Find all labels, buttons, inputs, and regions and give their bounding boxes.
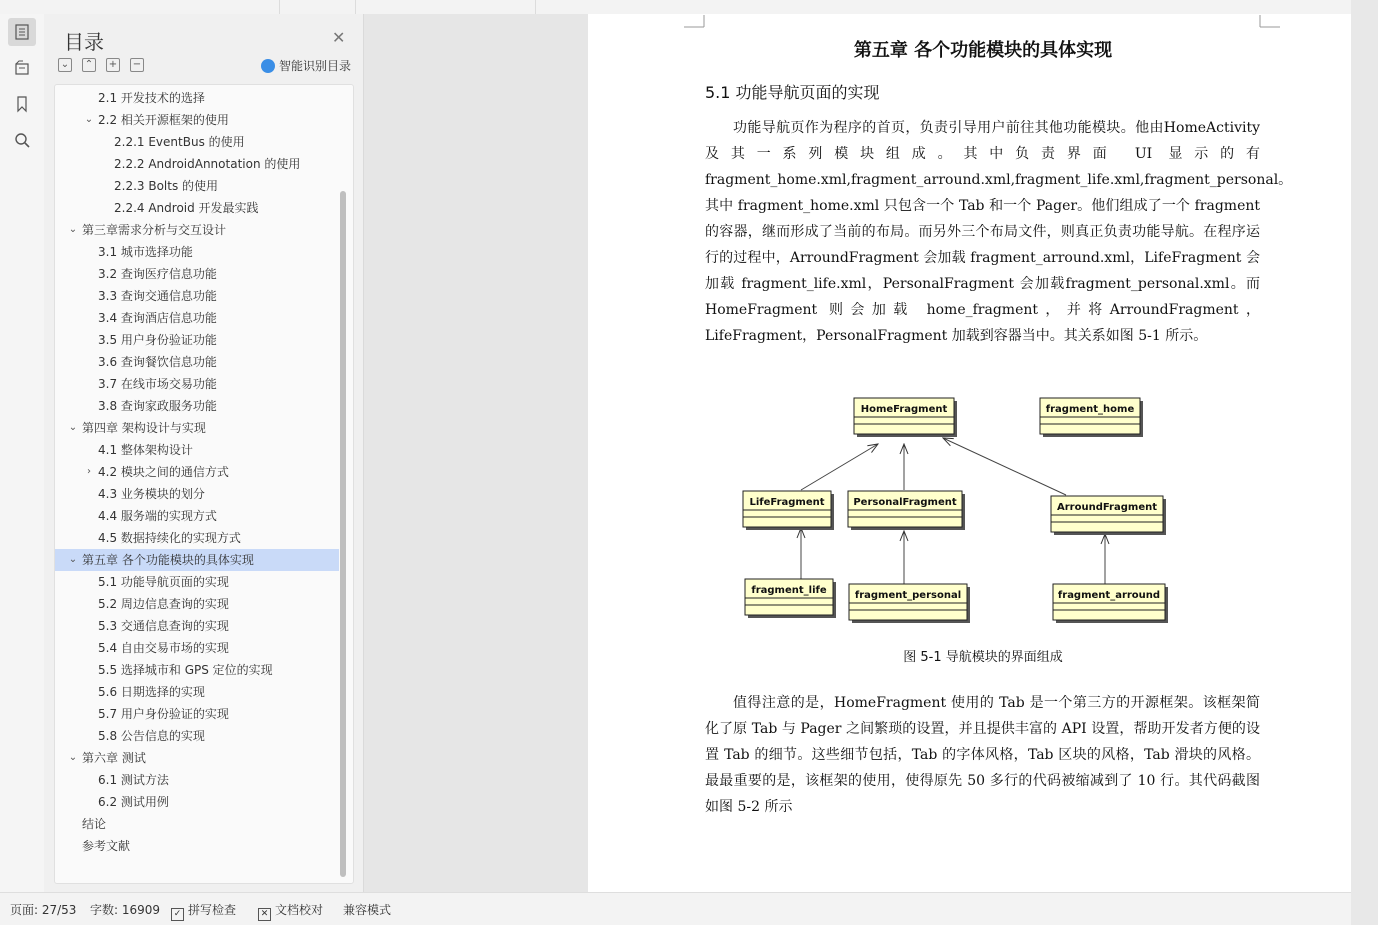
document-area [364, 14, 1351, 892]
checkbox-icon: ✓ [171, 908, 184, 921]
toc-item-label: 3.6 查询餐饮信息功能 [98, 355, 217, 369]
navigation-class-diagram [749, 394, 1248, 629]
chevron-down-icon[interactable]: ⌄ [68, 554, 78, 565]
close-icon[interactable]: ✕ [332, 28, 346, 47]
outline-icon[interactable] [8, 18, 36, 46]
node-homefragment [854, 398, 957, 437]
toc-item[interactable] [55, 219, 339, 241]
toc-item[interactable] [55, 769, 339, 791]
node-arroundfragment [1051, 496, 1166, 535]
toc-item-label: 3.3 查询交通信息功能 [98, 289, 217, 303]
toc-item-label: 3.1 城市选择功能 [98, 245, 193, 259]
toc-item[interactable] [55, 791, 339, 813]
toc-item[interactable] [55, 659, 339, 681]
chevron-down-icon[interactable]: ⌄ [68, 422, 78, 433]
proofread-label: 文档校对 [275, 903, 324, 917]
toc-item[interactable] [55, 329, 339, 351]
toc-item-label: 6.1 测试方法 [98, 773, 169, 787]
toc-item[interactable] [55, 725, 339, 747]
page-indicator[interactable]: 页面: 27/53 [10, 903, 77, 917]
toc-item[interactable] [55, 439, 339, 461]
search-icon[interactable] [8, 126, 36, 154]
toc-item-label: 4.1 整体架构设计 [98, 443, 193, 457]
toc-item[interactable] [55, 505, 339, 527]
toc-item[interactable] [55, 461, 339, 483]
toc-item-label: 5.1 功能导航页面的实现 [98, 575, 229, 589]
toc-item-label: 3.2 查询医疗信息功能 [98, 267, 217, 281]
node-label: ArroundFragment [1057, 502, 1157, 513]
toc-item[interactable] [55, 153, 339, 175]
toc-item[interactable] [55, 835, 339, 857]
toc-item-label: 5.5 选择城市和 GPS 定位的实现 [98, 663, 273, 677]
toc-item[interactable] [55, 571, 339, 593]
toc-item[interactable] [55, 637, 339, 659]
toc-item-label: 2.2.3 Bolts 的使用 [114, 179, 219, 193]
toc-panel [44, 14, 364, 892]
chevron-right-icon[interactable]: › [87, 466, 91, 477]
smart-toc-label: 智能识别目录 [278, 59, 351, 73]
spell-check-label: 拼写检查 [188, 903, 237, 917]
toc-scrollbar[interactable] [340, 191, 346, 877]
chevron-down-icon[interactable]: ⌄ [68, 752, 78, 763]
toc-item-label: 5.7 用户身份验证的实现 [98, 707, 229, 721]
toc-item-label: 第三章需求分析与交互设计 [82, 223, 227, 237]
toc-toolbar [58, 58, 144, 72]
toc-item-label: 5.3 交通信息查询的实现 [98, 619, 229, 633]
top-divider [535, 0, 536, 14]
chevron-down-icon[interactable]: ⌄ [84, 114, 94, 125]
expand-up-icon[interactable]: ⌃ [82, 58, 96, 72]
toc-item[interactable] [55, 813, 339, 835]
toc-item-label: 3.4 查询酒店信息功能 [98, 311, 217, 325]
toc-item-label: 5.2 周边信息查询的实现 [98, 597, 229, 611]
node-label: LifeFragment [749, 497, 825, 508]
chapter-heading: 第五章 各个功能模块的具体实现 [853, 40, 1113, 61]
word-count[interactable]: 字数: 16909 [90, 903, 161, 917]
toc-item[interactable] [55, 131, 339, 153]
toc-item-label: 结论 [82, 817, 107, 831]
toc-item-label: 2.2.4 Android 开发最实践 [114, 201, 259, 215]
toc-item[interactable] [55, 351, 339, 373]
toc-item[interactable] [55, 395, 339, 417]
chevron-down-icon[interactable]: ⌄ [68, 224, 78, 235]
top-strip [0, 0, 1351, 15]
toc-item[interactable] [55, 615, 339, 637]
toc-item[interactable] [55, 527, 339, 549]
toc-item-label: 3.7 在线市场交易功能 [98, 377, 217, 391]
toc-item-label: 2.1 开发技术的选择 [98, 91, 205, 105]
toc-item[interactable] [55, 593, 339, 615]
toc-item[interactable] [55, 483, 339, 505]
toc-item-label: 2.2 相关开源框架的使用 [98, 113, 229, 127]
left-icon-rail [0, 14, 45, 892]
remove-heading-icon[interactable]: − [130, 58, 144, 72]
node-fragment-home [1040, 398, 1143, 437]
toc-item-label: 5.4 自由交易市场的实现 [98, 641, 229, 655]
section-heading: 5.1 功能导航页面的实现 [705, 83, 880, 102]
spell-check-button[interactable] [171, 901, 236, 921]
smart-toc-icon [261, 59, 275, 73]
body-paragraph: 功能导航页作为程序的首页，负责引导用户前往其他功能模块。他由HomeActivity 及其一系列模块组成。其中负责界面 UI 显示的有fragment_home.xml,fragment_arround.xml,fragment_life.xml,fragment_personal。其中 fragment_home.xml 只包含一个 Tab 和一个 Pager。他们组成了一个 fragment 的容器，继而形成了当前的布局。而另外三个布局文件，则真正负责功能导航。在程序运行的过程中，ArroundFragment 会加载 fragment_arround.xml，LifeFragment 会加载 fragment_life.xml，PersonalFragment 会加载fragment_personal.xml。而 HomeFragment 则会加载 home_fragment，并将ArroundFragment，LifeFragment，PersonalFragment 加载到容器当中。其关系如图 5-1 所示。 [705, 120, 1293, 344]
toc-item[interactable] [55, 307, 339, 329]
node-personalfragment [848, 491, 965, 530]
page-corner-mark [684, 14, 704, 28]
node-label: fragment_arround [1057, 590, 1161, 601]
toc-list [55, 87, 339, 857]
proofread-button[interactable] [258, 901, 323, 921]
figure-caption: 图 5-1 导航模块的界面组成 [903, 650, 1063, 665]
toc-item[interactable] [55, 109, 339, 131]
node-label: fragment_personal [854, 590, 962, 601]
toc-item[interactable] [55, 549, 339, 571]
page-corner-mark [1260, 14, 1280, 28]
navigation-tree-icon[interactable] [8, 54, 36, 82]
toc-item-label: 5.8 公告信息的实现 [98, 729, 205, 743]
status-bar [0, 892, 1351, 925]
toc-item-label: 第四章 架构设计与实现 [82, 421, 206, 435]
toc-item-label: 第五章 各个功能模块的具体实现 [82, 553, 254, 567]
toc-item-label: 4.2 模块之间的通信方式 [98, 465, 229, 479]
toc-item-label: 参考文献 [82, 839, 131, 853]
toc-title: 目录 [64, 30, 104, 54]
toc-item[interactable] [55, 241, 339, 263]
toc-item-label: 4.5 数据持续化的实现方式 [98, 531, 241, 545]
node-label: fragment_life [751, 585, 827, 596]
toc-item[interactable] [55, 747, 339, 769]
node-fragment-life [745, 579, 836, 618]
toc-item[interactable] [55, 703, 339, 725]
toc-item-label: 6.2 测试用例 [98, 795, 169, 809]
add-heading-icon[interactable]: + [106, 58, 120, 72]
node-label: PersonalFragment [853, 497, 957, 508]
compat-mode-label: 兼容模式 [343, 903, 392, 917]
node-fragment-arround [1053, 584, 1168, 623]
toc-item-label: 2.2.1 EventBus 的使用 [114, 135, 245, 149]
bookmark-icon[interactable] [8, 90, 36, 118]
toc-item-label: 5.6 日期选择的实现 [98, 685, 205, 699]
toc-list-container [54, 84, 354, 884]
toc-item-label: 第六章 测试 [82, 751, 146, 765]
node-lifefragment [743, 491, 834, 530]
toc-item[interactable] [55, 197, 339, 219]
node-fragment-personal [849, 584, 970, 623]
body-paragraph: 值得注意的是，HomeFragment 使用的 Tab 是一个第三方的开源框架。该框架简化了原 Tab 与 Pager 之间繁琐的设置，并且提供丰富的 API 设置，帮助开发者方便的设置 Tab 的细节。这些细节包括，Tab 的字体风格，Tab 区块的风格，Tab 滑块的风格。最最重要的是，该框架的使用，使得原先 50 多行的代码被缩减到了 10 行。其代码截图如图 5-2 所示 [705, 695, 1260, 815]
toc-item[interactable] [55, 175, 339, 197]
top-divider [355, 0, 356, 14]
node-label: fragment_home [1045, 404, 1135, 415]
toc-item-label: 3.5 用户身份验证功能 [98, 333, 217, 347]
toc-item-label: 4.4 服务端的实现方式 [98, 509, 217, 523]
toc-item[interactable] [55, 285, 339, 307]
smart-toc-button[interactable] [261, 57, 351, 74]
toc-item[interactable] [55, 87, 339, 109]
proofread-icon: ✕ [258, 908, 271, 921]
toc-item[interactable] [55, 417, 339, 439]
document-page[interactable] [588, 14, 1351, 892]
toc-item[interactable] [55, 681, 339, 703]
node-label: HomeFragment [860, 404, 948, 415]
toc-item[interactable] [55, 373, 339, 395]
toc-item[interactable] [55, 263, 339, 285]
top-divider [279, 0, 280, 14]
toc-item-label: 2.2.2 AndroidAnnotation 的使用 [114, 157, 301, 171]
toc-item-label: 3.8 查询家政服务功能 [98, 399, 217, 413]
collapse-all-icon[interactable]: ⌄ [58, 58, 72, 72]
toc-item-label: 4.3 业务模块的划分 [98, 487, 205, 501]
